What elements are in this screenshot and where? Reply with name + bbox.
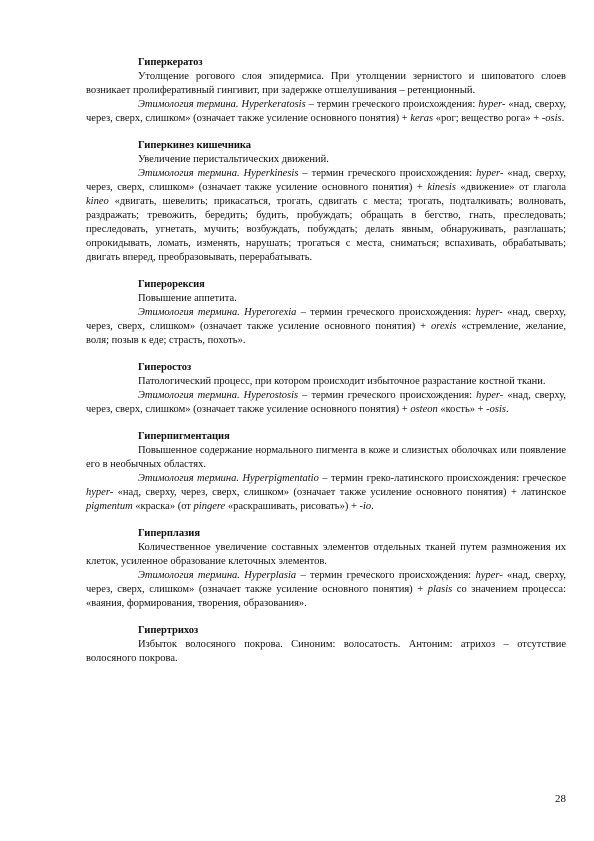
etymology-term: -io bbox=[359, 501, 372, 512]
entry-etymology bbox=[86, 98, 566, 126]
etymology-term: hyper- bbox=[476, 390, 504, 401]
etymology-fragment: – термин греческого происхождения: bbox=[305, 99, 479, 110]
entry-etymology bbox=[86, 167, 566, 265]
document-page bbox=[86, 56, 566, 679]
etymology-term: plasis bbox=[427, 584, 453, 595]
etymology-fragment: «краска» (от bbox=[132, 501, 194, 512]
etymology-lead: Этимология термина. Hyperorexia bbox=[138, 307, 297, 318]
entry-term: Гиперорексия bbox=[138, 279, 205, 290]
entry-etymology bbox=[86, 569, 566, 611]
etymology-fragment: – термин греческого происхождения: bbox=[296, 307, 476, 318]
etymology-fragment: «над, сверху, через, сверх, слишком» (означает также усиление основного понятия) + bbox=[86, 390, 567, 415]
etymology-term: osteon bbox=[410, 404, 438, 415]
entry-term: Гиперкератоз bbox=[138, 57, 203, 68]
etymology-fragment: «над, сверху, через, сверх, слишком» (означает также усиление основного понятия) + bbox=[86, 99, 566, 124]
entry-hypertrichosis bbox=[86, 624, 566, 666]
entry-term: Гиперплазия bbox=[138, 528, 201, 539]
etymology-term: pigmentum bbox=[86, 501, 133, 512]
etymology-fragment: «над, сверху, через, сверх, слишком» (означает также усиление основного понятия) + латинское bbox=[113, 487, 566, 498]
entry-definition: Утолщение рогового слоя эпидермиса. При утолщении зернистого и шиповатого слоев возникает пролиферативный гингивит, при задержке отшелушивания – ретенционный. bbox=[86, 71, 566, 96]
etymology-fragment: – термин греческого происхождения: bbox=[298, 390, 477, 401]
etymology-term: orexis bbox=[431, 321, 457, 332]
etymology-term: -osis bbox=[541, 113, 562, 124]
etymology-fragment: . bbox=[561, 113, 565, 124]
entry-definition: Патологический процесс, при котором происходит избыточное разрастание костной ткани. bbox=[138, 376, 546, 387]
etymology-fragment: «стремление, желание, воля; позыв к еде; страсть, похоть». bbox=[86, 321, 566, 346]
entry-hyperorexia bbox=[86, 278, 566, 348]
etymology-fragment: «движение» от глагола bbox=[455, 182, 566, 193]
etymology-lead: Этимология термина. Hyperostosis bbox=[138, 390, 299, 401]
etymology-lead: Этимология термина. Hyperplasia bbox=[138, 570, 297, 581]
etymology-lead: Этимология термина. Hyperpigmentatio bbox=[138, 473, 319, 484]
etymology-fragment: . bbox=[371, 501, 374, 512]
page-number: 28 bbox=[555, 793, 566, 805]
etymology-fragment: . bbox=[506, 404, 509, 415]
etymology-term: hyper- bbox=[86, 487, 114, 498]
entry-term: Гипертрихоз bbox=[138, 625, 199, 636]
etymology-term: hyper- bbox=[478, 99, 506, 110]
entry-hyperkeratosis bbox=[86, 56, 566, 126]
entry-definition: Избыток волосяного покрова. Синоним: волосатость. Антоним: атрихоз – отсутствие волосяного покрова. bbox=[86, 639, 566, 664]
etymology-fragment: «кость» + bbox=[437, 404, 487, 415]
etymology-lead: Этимология термина. Hyperkeratosis bbox=[138, 99, 306, 110]
etymology-fragment: со значением процесса: «ваяния, формирования, творения, образования». bbox=[86, 584, 566, 609]
entry-etymology bbox=[86, 472, 566, 514]
etymology-term: kineo bbox=[86, 196, 109, 207]
etymology-fragment: – термин греческого происхождения: bbox=[298, 168, 477, 179]
entry-definition: Количественное увеличение составных элементов отдельных тканей путем размножения их клеток, усиленное образование клеточных элементов. bbox=[86, 542, 566, 567]
entry-hyperkinesis bbox=[86, 139, 566, 265]
entry-definition: Увеличение перистальтических движений. bbox=[138, 154, 329, 165]
entry-hyperpigmentation bbox=[86, 430, 566, 514]
etymology-term: -osis bbox=[486, 404, 506, 415]
entry-term: Гиперпигментация bbox=[138, 431, 230, 442]
etymology-term: hyper- bbox=[475, 307, 503, 318]
entry-etymology bbox=[86, 389, 566, 417]
entry-hyperostosis bbox=[86, 361, 566, 417]
etymology-term: keras bbox=[410, 113, 434, 124]
entry-hyperplasia bbox=[86, 527, 566, 611]
etymology-term: pingere bbox=[193, 501, 226, 512]
etymology-term: kinesis bbox=[427, 182, 456, 193]
etymology-fragment: «над, сверху, через, сверх, слишком» (означает также усиление основного понятия) + bbox=[86, 168, 566, 193]
entry-term: Гиперкинез кишечника bbox=[138, 140, 252, 151]
etymology-fragment: «над, сверху, через, сверх, слишком» (означает также усиление основного понятия) + bbox=[86, 570, 567, 595]
etymology-fragment: «над, сверху, через, сверх, слишком» (означает также усиление основного понятия) + bbox=[86, 307, 566, 332]
entry-definition: Повышение аппетита. bbox=[138, 293, 237, 304]
entry-definition: Повышенное содержание нормального пигмента в коже и слизистых оболочках или появление его в необычных областях. bbox=[86, 445, 566, 470]
entry-term: Гиперостоз bbox=[138, 362, 192, 373]
etymology-fragment: «двигать, шевелить; прикасаться, трогать, сдвигать с места; трогать, подталкивать; волновать, раздражать; тревожить, бередить; будить, пробуждать; обращать в бегство, гнать, преследовать; преследовать, угнетать, мучить; возбуждать, побуждать; делать явным, обнаруживать, разглашать; опрокидывать, ломать, изменять, нарушать; трогаться с места, сниматься; вспахивать, обрабатывать; двигать вперед, преобразовывать, перерабатывать. bbox=[86, 196, 566, 263]
etymology-fragment: – термин греческого происхождения: bbox=[296, 570, 476, 581]
etymology-fragment: «рог; вещество рога» + bbox=[433, 113, 542, 124]
etymology-text bbox=[86, 168, 566, 263]
etymology-fragment: – термин греко-латинского происхождения: греческое bbox=[318, 473, 566, 484]
etymology-term: hyper- bbox=[476, 168, 504, 179]
etymology-fragment: «раскрашивать, рисовать») + bbox=[225, 501, 360, 512]
etymology-term: hyper- bbox=[475, 570, 503, 581]
entry-etymology bbox=[86, 306, 566, 348]
etymology-lead: Этимология термина. Hyperkinesis bbox=[138, 168, 299, 179]
